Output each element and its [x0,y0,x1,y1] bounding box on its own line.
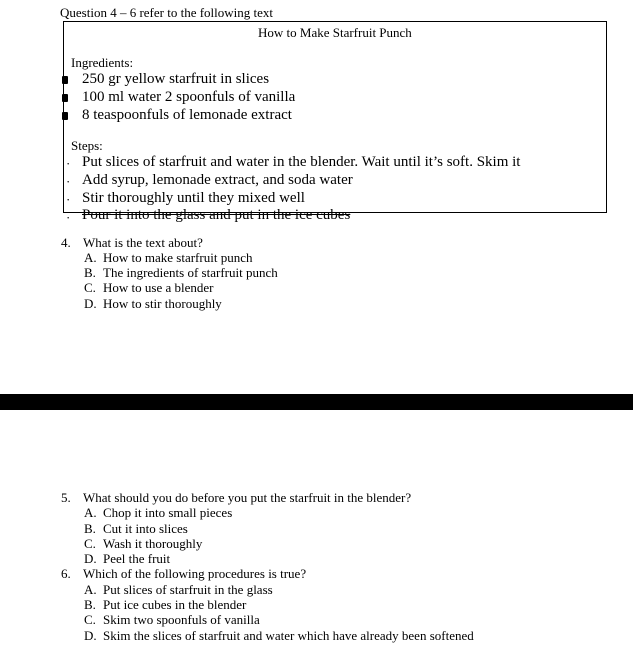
ingredient-item: 8 teaspoonfuls of lemonade extract [82,107,292,123]
question-text: What should you do before you put the starfruit in the blender? [83,490,412,505]
option-text: How to use a blender [103,280,214,295]
option-letter: C. [84,536,96,551]
option-text: Put ice cubes in the blender [103,597,247,612]
question-text: Which of the following procedures is true? [83,566,307,581]
option-letter: A. [84,505,97,520]
text-title: How to Make Starfruit Punch [258,25,412,40]
option-text: Wash it thoroughly [103,536,203,551]
step-dot-icon: · [66,210,71,225]
option-text: The ingredients of starfruit punch [103,265,278,280]
option-letter: D. [84,296,97,311]
option-text: Skim two spoonfuls of vanilla [103,612,260,627]
option-letter: C. [84,280,96,295]
steps-label: Steps: [71,138,103,153]
question-number: 4. [61,235,71,250]
ingredient-item: 100 ml water 2 spoonfuls of vanilla [82,89,296,105]
option-text: Peel the fruit [103,551,171,566]
bullet-icon [62,112,68,120]
step-dot-icon: · [66,156,71,171]
question-number: 5. [61,490,71,505]
option-text: Cut it into slices [103,521,188,536]
option-letter: B. [84,521,96,536]
page-separator-bar [0,394,633,410]
option-text: How to make starfruit punch [103,250,253,265]
ingredients-label: Ingredients: [71,55,134,70]
option-letter: A. [84,250,97,265]
option-letter: A. [84,582,97,597]
option-text: How to stir thoroughly [103,296,222,311]
option-letter: B. [84,265,96,280]
ingredient-item: 250 gr yellow starfruit in slices [82,71,270,87]
step-dot-icon: · [66,192,71,207]
option-letter: C. [84,612,96,627]
option-text: Put slices of starfruit in the glass [103,582,273,597]
section-intro: Question 4 – 6 refer to the following text [60,5,274,20]
step-item: Pour it into the glass and put in the ice cubes [82,207,351,223]
step-item: Stir thoroughly until they mixed well [82,190,305,206]
question-text: What is the text about? [83,235,203,250]
bullet-icon [62,94,68,102]
option-letter: B. [84,597,96,612]
question-number: 6. [61,566,71,581]
step-item: Add syrup, lemonade extract, and soda water [82,172,353,188]
option-letter: D. [84,551,97,566]
option-text: Chop it into small pieces [103,505,233,520]
step-dot-icon: · [66,174,71,189]
option-text: Skim the slices of starfruit and water which have already been softened [103,628,474,643]
step-item: Put slices of starfruit and water in the blender. Wait until it’s soft. Skim it [82,154,521,170]
bullet-icon [62,76,68,84]
option-letter: D. [84,628,97,643]
